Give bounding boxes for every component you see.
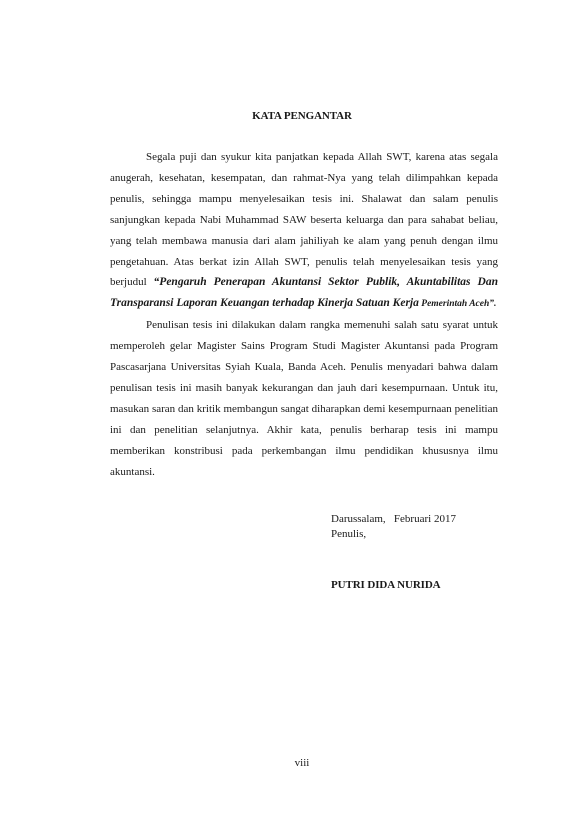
body-text [110, 147, 498, 483]
closing-block [331, 512, 456, 542]
page-number: viii [294, 757, 310, 769]
author-name: PUTRI DIDA NURIDA [331, 579, 441, 591]
thesis-title: “Pengaruh Penerapan Akuntansi Sektor Publik, Akuntabilitas Dan Transparansi Laporan Keuangan terhadap Kinerja Satuan Kerja [110, 276, 498, 310]
writer-label: Penulis, [331, 528, 367, 540]
paragraph-1-text: Segala puji dan syukur kita panjatkan kepada Allah SWT, karena atas segala anugerah, kesehatan, kesempatan, dan rahmat-Nya yang telah dilimpahkan kepada penulis, sehingga mampu menyelesaikan tesis ini. Shalawat dan salam penulis sanjungkan kepada Nabi Muhammad SAW beserta keluarga dan para sahabat beliau, yang telah membawa manusia dari alam jahiliyah ke alam yang penuh dengan ilmu pengetahuan. Atas berkat izin Allah SWT, penulis telah menyelesaikan tesis yang berjudul [110, 151, 498, 289]
place-date: Darussalam, Februari 2017 [331, 513, 456, 525]
thesis-title-tail: Pemerintah Aceh”. [418, 299, 497, 310]
paragraph-purpose: Penulisan tesis ini dilakukan dalam rangka memenuhi salah satu syarat untuk memperoleh gelar Magister Sains Program Studi Magister Akuntansi pada Program Pascasarjana Universitas Syiah Kuala, Banda Aceh. Penulis menyadari bahwa dalam penulisan tesis ini masih banyak kekurangan dan jauh dari kesempurnaan. Untuk itu, masukan saran dan kritik membangun sangat diharapkan demi kesempurnaan penelitian ini dan penelitian selanjutnya. Akhir kata, penulis berharap tesis ini mampu memberikan konstribusi pada perkembangan ilmu pendidikan khususnya ilmu akuntansi. [110, 319, 498, 478]
page-title: KATA PENGANTAR [252, 110, 352, 122]
paragraph-acknowledgement [110, 147, 498, 315]
